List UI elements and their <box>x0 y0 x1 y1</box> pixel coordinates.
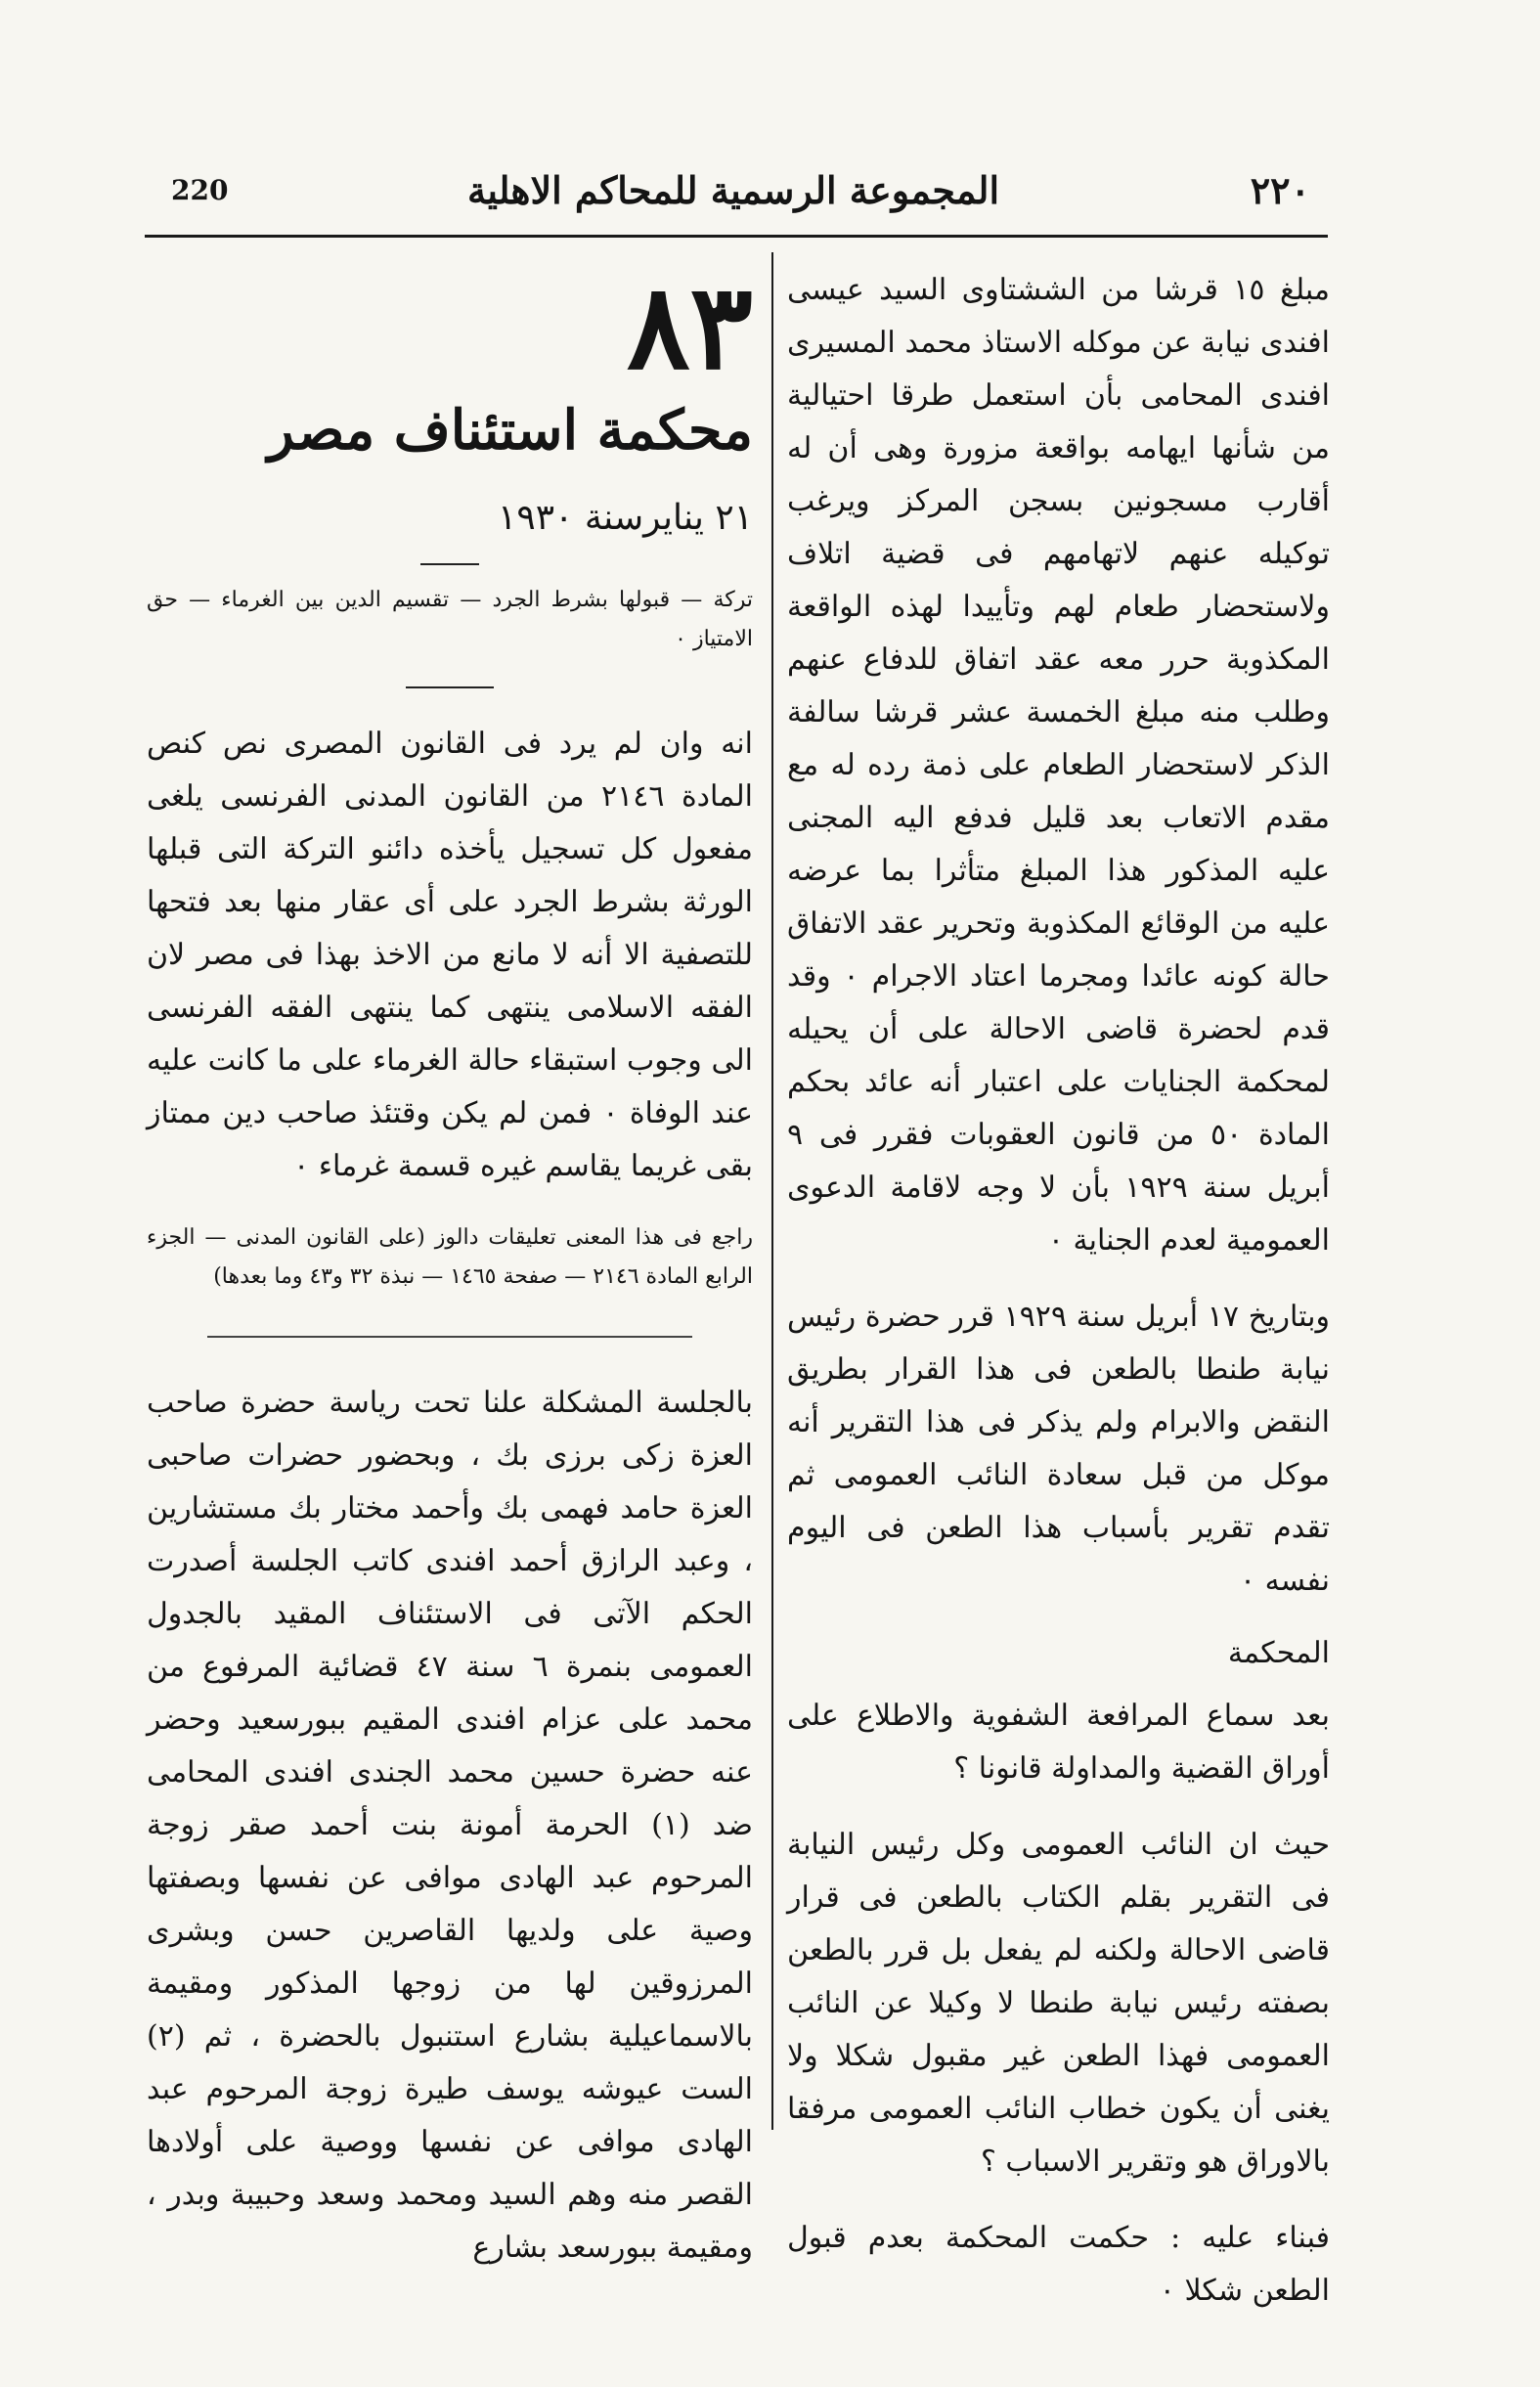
divider-short <box>420 563 479 565</box>
page-header <box>147 168 1320 227</box>
paragraph-court-1: بعد سماع المرافعة الشفوية والاطلاع على أوراق القضية والمداولة قانونا ؟ <box>787 1699 1330 1786</box>
court-name: محكمة استئناف مصر <box>267 398 753 463</box>
header-rule <box>145 235 1328 238</box>
case-date: ٢١ ينايرسنة ١٩٣٠ <box>498 498 753 538</box>
page-number-arabic: ٢٢٠ <box>1250 168 1310 212</box>
right-column <box>787 264 1330 2318</box>
section-title-court: المحكمة <box>1227 1636 1330 1670</box>
left-column <box>147 258 754 2275</box>
paragraph-appeal: وبتاريخ ١٧ أبريل سنة ١٩٢٩ قرر حضرة رئيس نيابة طنطا بالطعن فى هذا القرار بطريق النقض والابرام ولم يذكر فى هذا التقرير أنه موكل من قبل سعادة النائب العمومى ثم تقدم تقرير بأسباب هذا الطعن فى اليوم نفسه ٠ <box>787 1300 1330 1598</box>
divider-mid <box>406 686 494 688</box>
reference-note: راجع فى هذا المعنى تعليقات دالوز (على القانون المدنى — الجزء الرابع المادة ٢١٤٦ — صفحة ١٤٦٥ — نبذة ٣٢ و٤٣ وما بعدها) <box>147 1225 753 1289</box>
running-title: المجموعة الرسمية للمحاكم الاهلية <box>466 168 1000 212</box>
paragraph-court-2: حيث ان النائب العمومى وكل رئيس النيابة فى التقرير بقلم الكتاب بالطعن فى قرار قاضى الاحالة ولكنه لم يفعل بل قرر بالطعن بصفته رئيس نيابة طنطا لا وكيلا عن النائب العمومى فهذا الطعن غير مقبول شكلا ولا يغنى أن يكون خطاب النائب العمومى مرفقا بالاوراق هو وتقرير الاسباب ؟ <box>787 1828 1330 2179</box>
page-number-latin: 220 <box>171 174 229 206</box>
paragraph-facts: مبلغ ١٥ قرشا من الششتاوى السيد عيسى افندى نيابة عن موكله الاستاذ محمد المسيرى افندى المحامى بأن استعمل طرقا احتيالية من شأنها ايهامه بواقعة مزورة وهى أن له أقارب مسجونين بسجن المركز ويرغب توكيله عنهم لاتهامهم فى قضية اتلاف ولاستحضار طعام لهم وتأييدا لهذه الواقعة المكذوبة حرر معه عقد اتفاق للدفاع عنهم وطلب منه مبلغ الخمسة عشر قرشا سالفة الذكر لاستحضار الطعام على ذمة رده له مع مقدم الاتعاب بعد قليل فدفع اليه المجنى عليه المذكور هذا المبلغ متأثرا بما عرضه عليه من الوقائع المكذوبة وتحرير عقد الاتفاق حالة كونه عائدا ومجرما اعتاد الاجرام ٠ وقد قدم لحضرة قاضى الاحالة على أن يحيله لمحكمة الجنايات على اعتبار أنه عائد بحكم المادة ٥٠ من قانون العقوبات فقرر فى ٩ أبريل سنة ١٩٢٩ بأن لا وجه لاقامة الدعوى العمومية لعدم الجناية ٠ <box>787 273 1330 1258</box>
divider-wide <box>207 1336 692 1338</box>
case-keywords: تركة — قبولها بشرط الجرد — تقسيم الدين بين الغرماء — حق الامتياز ٠ <box>147 588 753 651</box>
case-number: ٨٣ <box>627 258 753 396</box>
paragraph-verdict: فبناء عليه : حكمت المحكمة بعدم قبول الطعن شكلا ٠ <box>787 2221 1330 2308</box>
legal-principle: انه وان لم يرد فى القانون المصرى نص كنص المادة ٢١٤٦ من القانون المدنى الفرنسى يلغى مفعول كل تسجيل يأخذه دائنو التركة التى قبلها الورثة بشرط الجرد على أى عقار منها بعد فتحها للتصفية الا أنه لا مانع من الاخذ بهذا فى مصر لان الفقه الاسلامى ينتهى كما ينتهى الفقه الفرنسى الى وجوب استبقاء حالة الغرماء على ما كانت عليه عند الوفاة ٠ فمن لم يكن وقتئذ صاحب دين ممتاز بقى غريما يقاسم غيره قسمة غرماء ٠ <box>147 727 753 1183</box>
session-body: بالجلسة المشكلة علنا تحت رياسة حضرة صاحب العزة زكى برزى بك ، وبحضور حضرات صاحبى العزة حامد فهمى بك وأحمد مختار بك مستشارين ، وعبد الرازق أحمد افندى كاتب الجلسة أصدرت الحكم الآتى فى الاستئناف المقيد بالجدول العمومى بنمرة ٦ سنة ٤٧ قضائية المرفوع من محمد على عزام افندى المقيم ببورسعيد وحضر عنه حضرة حسين محمد الجندى افندى المحامى ضد (١) الحرمة أمونة بنت أحمد صقر زوجة المرحوم عبد الهادى موافى عن نفسها وبصفتها وصية على ولديها القاصرين حسن وبشرى المرزوقين لها من زوجها المذكور ومقيمة بالاسماعيلية بشارع استنبول بالحضرة ، ثم (٢) الست عيوشه يوسف طيرة زوجة المرحوم عبد الهادى موافى عن نفسها ووصية على أولادها القصر منه وهم السيد ومحمد وسعد وحبيبة وبدر ، ومقيمة ببورسعد بشارع <box>147 1385 754 2265</box>
column-divider <box>771 252 773 2130</box>
